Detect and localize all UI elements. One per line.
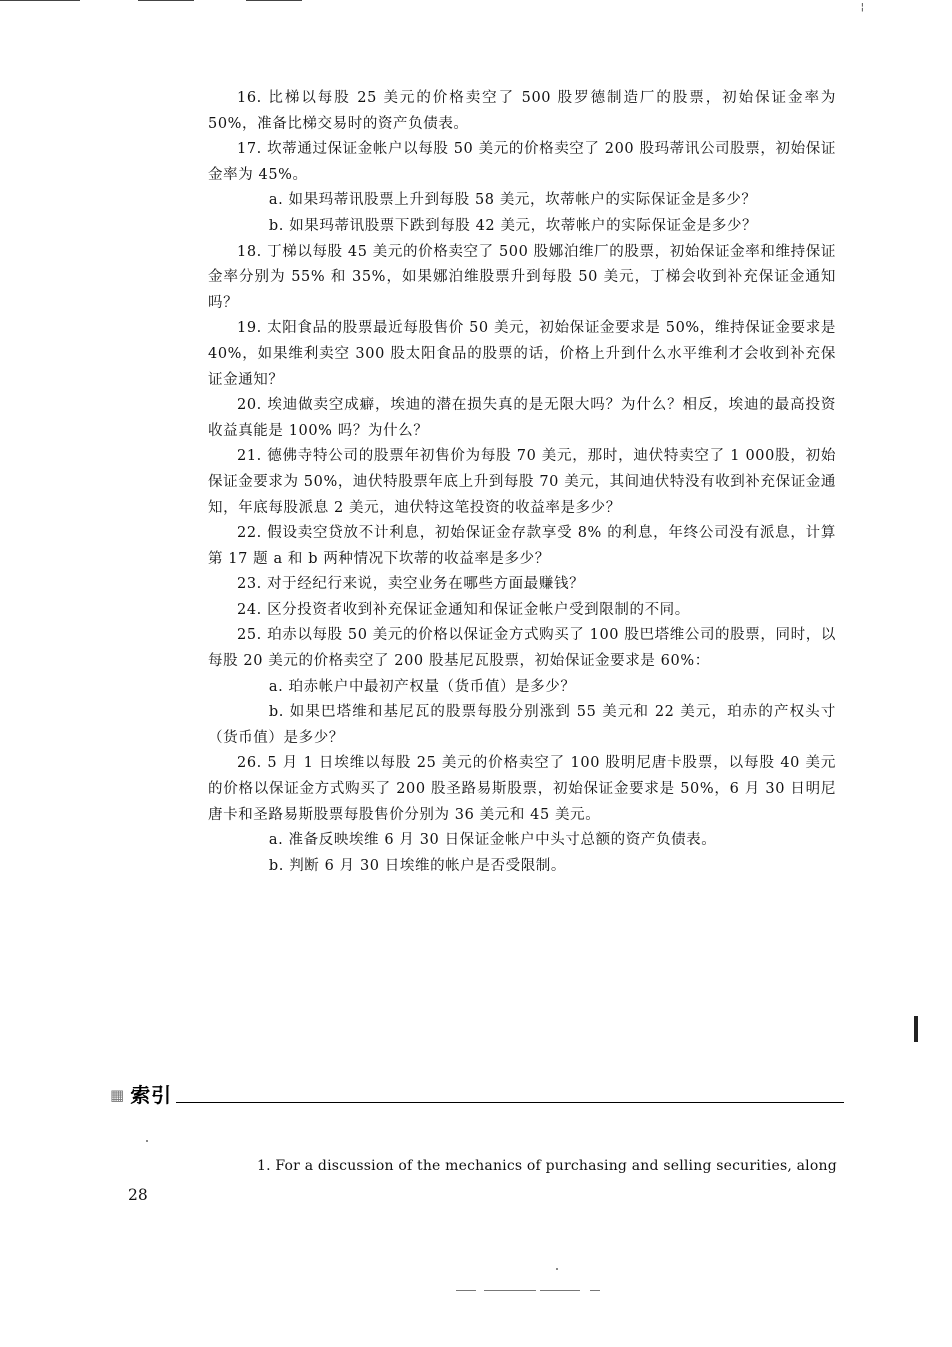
top-rule bbox=[138, 0, 194, 1]
exercise-item: 21. 德佛寺特公司的股票年初售价为每股 70 美元，那时，迪伏特卖空了 1 000股，初始保证金要求为 50%，迪伏特股票年底上升到每股 70 美元，其间迪伏特没有收到补充保证金通知，年底每股派息 2 美元，迪伏特这笔投资的收益率是多少？ bbox=[208, 448, 837, 516]
section-title: 索引 bbox=[130, 1083, 173, 1107]
section-header bbox=[110, 1080, 844, 1106]
scan-speck bbox=[146, 1140, 148, 1142]
exercise-item: 22. 假设卖空贷放不计利息，初始保证金存款享受 8% 的利息，年终公司没有派息，计算第 17 题 a 和 b 两种情况下坎蒂的收益率是多少？ bbox=[208, 525, 836, 567]
footnote: 1. For a discussion of the mechanics of purchasing and selling securities, along bbox=[257, 1158, 837, 1174]
bottom-rule bbox=[540, 1290, 580, 1291]
section-marker-icon: ▦ bbox=[110, 1086, 125, 1104]
exercise-subitem: a. 如果玛蒂讯股票上升到每股 58 美元，坎蒂帐户的实际保证金是多少？ bbox=[268, 192, 757, 209]
exercise-item: 19. 太阳食品的股票最近每股售价 50 美元，初始保证金要求是 50%，维持保证金要求是 40%，如果维利卖空 300 股太阳食品的股票的话，价格上升到什么水平维利才会收到补充保证金通知？ bbox=[208, 320, 836, 388]
exercise-item: 24. 区分投资者收到补充保证金通知和保证金帐户受到限制的不同。 bbox=[237, 601, 690, 618]
page-number: 28 bbox=[128, 1186, 148, 1204]
exercise-item: 16. 比梯以每股 25 美元的价格卖空了 500 股罗德制造厂的股票，初始保证金率为 50%，准备比梯交易时的资产负债表。 bbox=[208, 90, 836, 132]
exercise-item: 20. 埃迪做卖空成癖，埃迪的潜在损失真的是无限大吗？为什么？相反，埃迪的最高投资收益真能是 100% 吗？为什么？ bbox=[208, 397, 836, 439]
exercise-subitem: b. 如果玛蒂讯股票下跌到每股 42 美元，坎蒂帐户的实际保证金是多少？ bbox=[268, 217, 758, 234]
exercise-subitem: a. 准备反映埃维 6 月 30 日保证金帐户中头寸总额的资产负债表。 bbox=[268, 832, 717, 849]
bottom-rule bbox=[456, 1290, 476, 1291]
exercise-item: 26. 5 月 1 日埃维以每股 25 美元的价格卖空了 100 股明尼唐卡股票，以每股 40 美元的价格以保证金方式购买了 200 股圣路易斯股票，初始保证金要求是 50%，6 月 30 日明尼唐卡和圣路易斯股票每股售价分别为 36 美元和 45 美元。 bbox=[208, 755, 836, 823]
exercise-item: 23. 对于经纪行来说，卖空业务在哪些方面最赚钱？ bbox=[237, 576, 585, 593]
exercise-subitem: b. 判断 6 月 30 日埃维的帐户是否受限制。 bbox=[268, 857, 567, 874]
exercise-subitem: b. 如果巴塔维和基尼瓦的股票每股分别涨到 55 美元和 22 美元，珀赤的产权头寸（货币值）是多少？ bbox=[208, 704, 836, 746]
top-rule bbox=[0, 0, 80, 1]
exercise-item: 18. 丁梯以每股 45 美元的价格卖空了 500 股娜泊维厂的股票，初始保证金率和维持保证金率分别为 55% 和 35%，如果娜泊维股票升到每股 50 美元，丁梯会收到补充保证金通知吗？ bbox=[208, 243, 836, 311]
margin-mark bbox=[914, 1016, 918, 1042]
top-rule bbox=[246, 0, 302, 1]
scan-mark: ¦ bbox=[860, 2, 864, 13]
bottom-rule bbox=[484, 1290, 536, 1291]
exercise-item: 17. 坎蒂通过保证金帐户以每股 50 美元的价格卖空了 200 股玛蒂讯公司股票，初始保证金率为 45%。 bbox=[208, 141, 836, 183]
exercise-subitem: a. 珀赤帐户中最初产权量（货币值）是多少？ bbox=[268, 678, 576, 695]
scan-speck bbox=[556, 1268, 558, 1270]
exercise-list bbox=[208, 86, 836, 879]
exercise-item: 25. 珀赤以每股 50 美元的价格以保证金方式购买了 100 股巴塔维公司的股票，同时，以每股 20 美元的价格卖空了 200 股基尼瓦股票，初始保证金要求是 60%： bbox=[208, 627, 836, 670]
bottom-rule bbox=[590, 1290, 600, 1291]
section-rule bbox=[176, 1102, 844, 1103]
